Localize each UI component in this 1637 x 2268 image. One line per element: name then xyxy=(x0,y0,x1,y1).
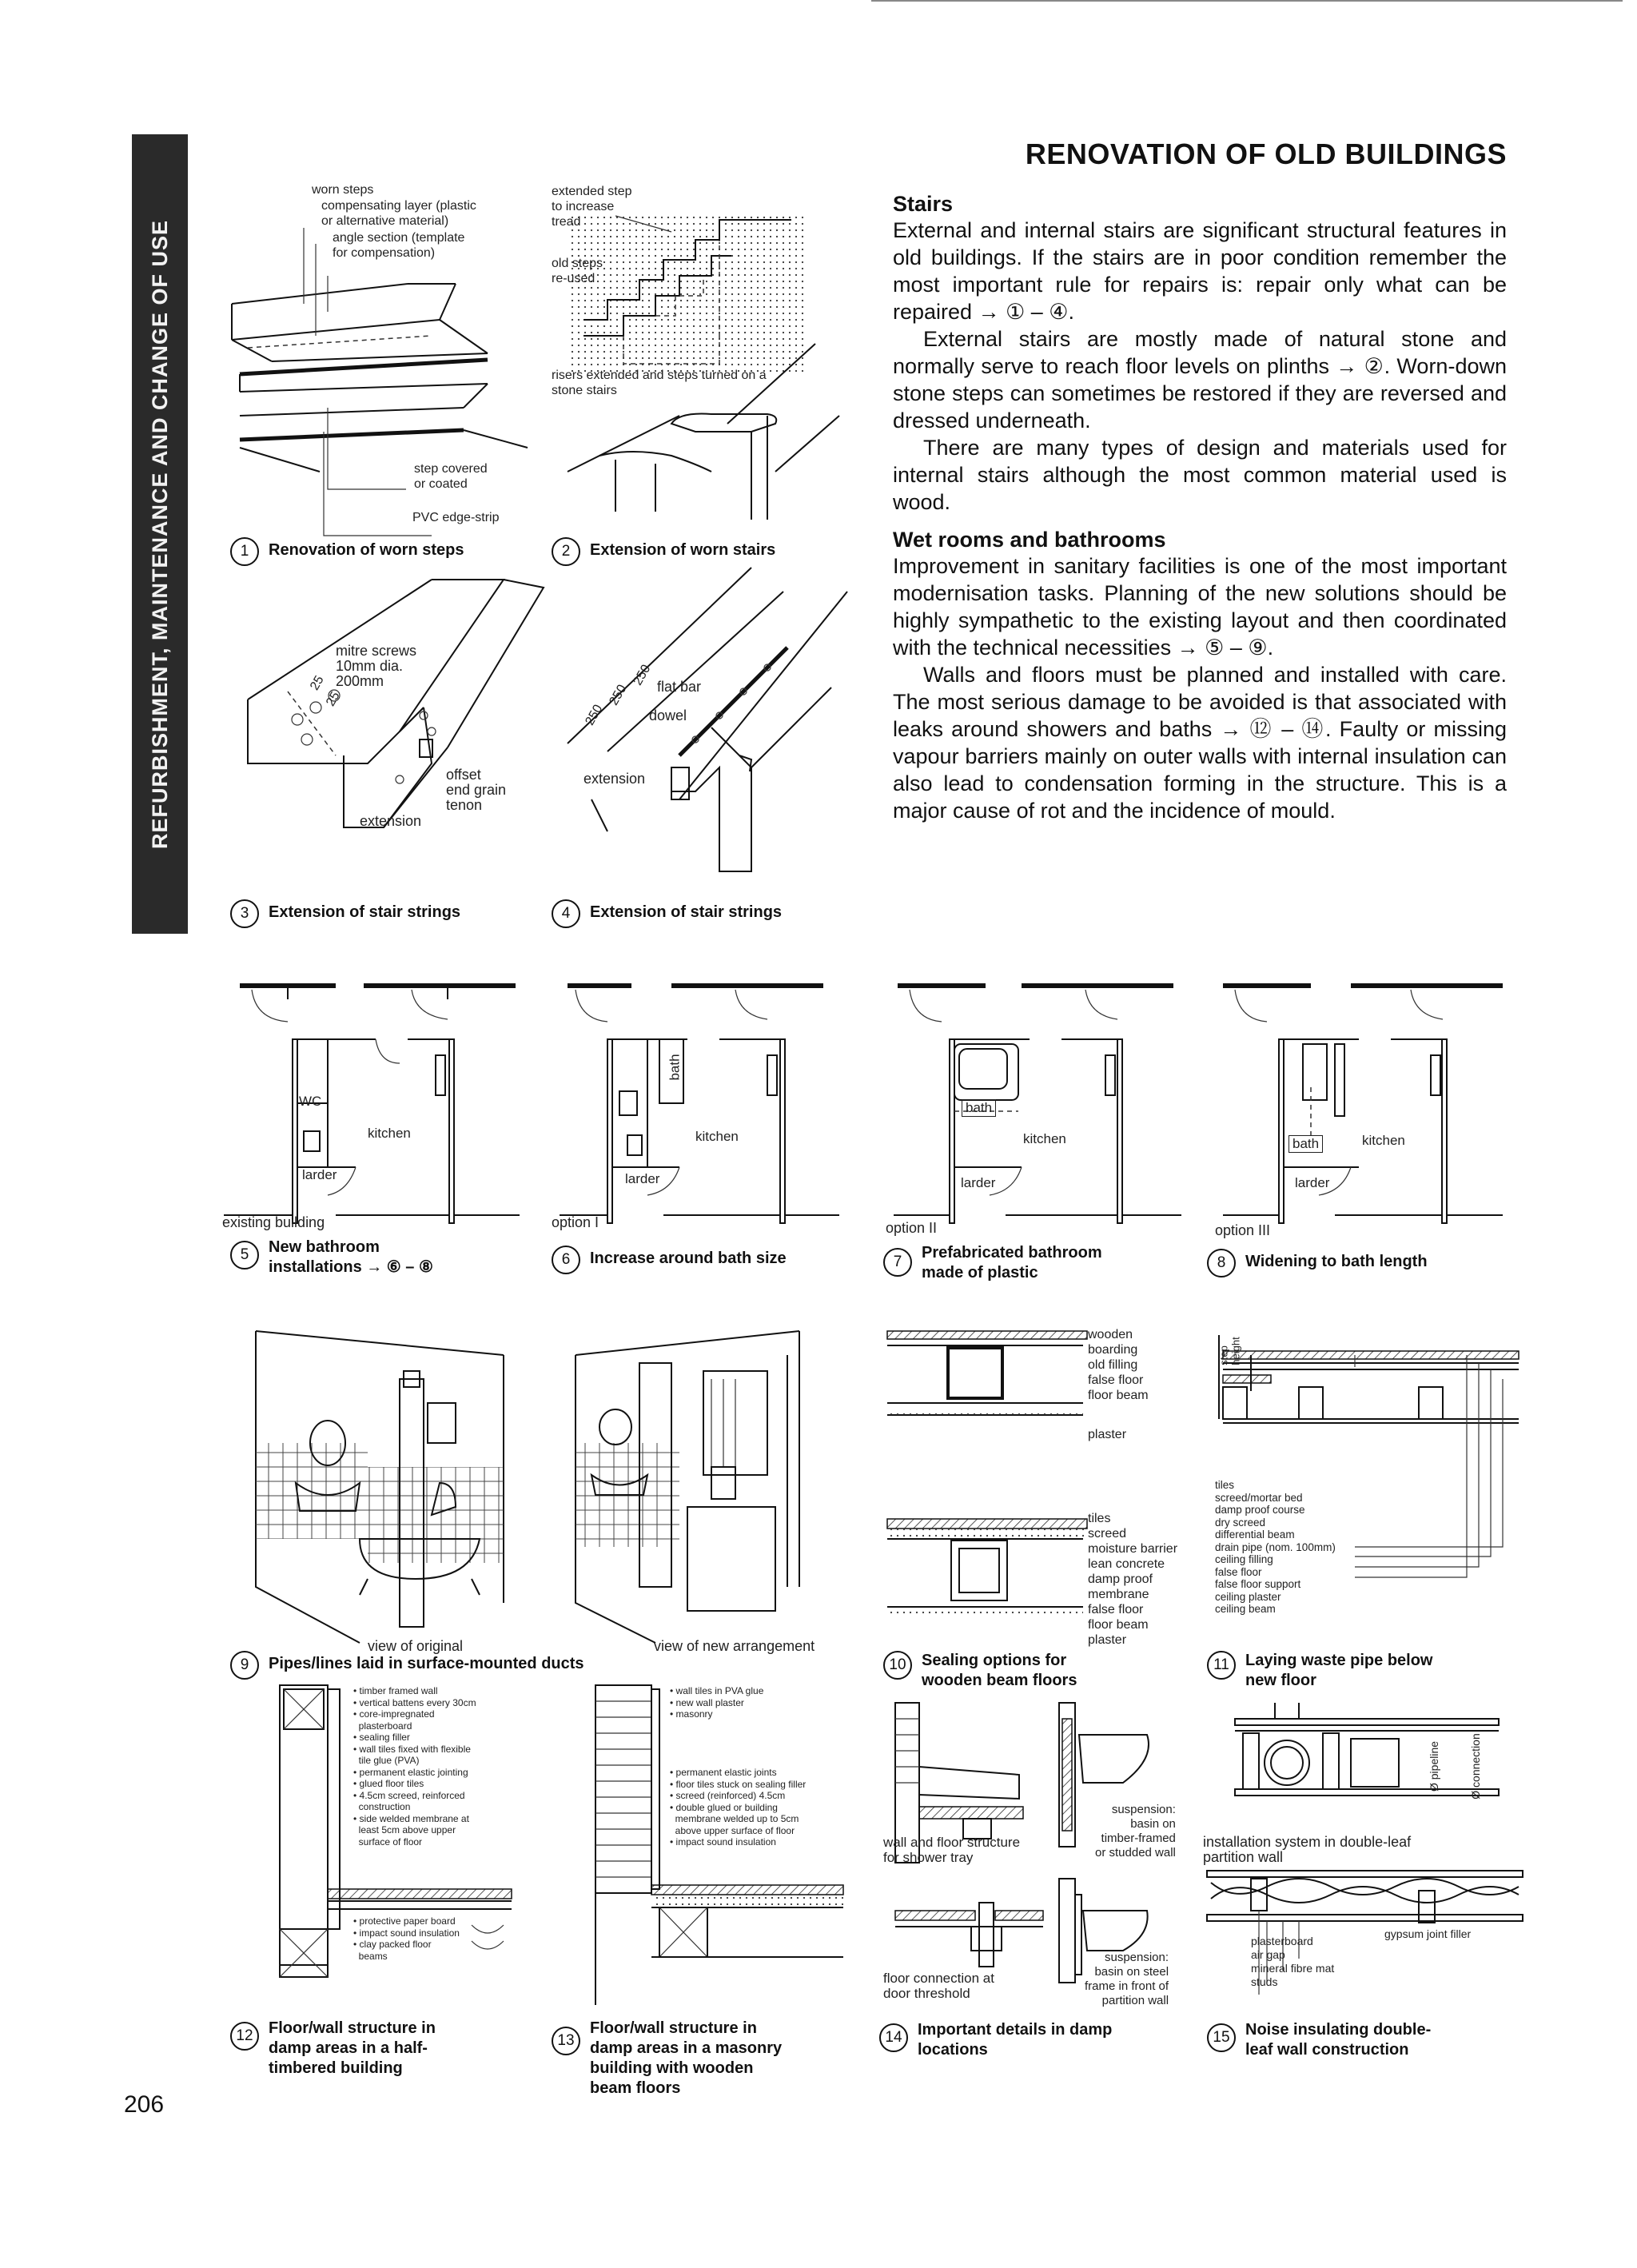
fig5-room-larder: larder xyxy=(302,1167,337,1182)
fig4-label-flat-bar: flat bar xyxy=(657,679,702,695)
figure-6 xyxy=(552,975,863,1239)
figure-1 xyxy=(224,176,536,528)
fig1-label-pvc-edge-strip: PVC edge-strip xyxy=(412,511,500,524)
fig6-room-bath: bath xyxy=(667,1054,683,1081)
page-number: 206 xyxy=(124,2091,165,2118)
figure-1-drawing xyxy=(224,176,536,528)
fig14-label-suspension-steel: suspension: basin on steel frame in front of partition wall xyxy=(1085,1951,1169,2007)
fig7-room-bath: bath xyxy=(962,1099,996,1117)
wet-rooms-paragraph-1: Improvement in sanitary facilities is one of the most important modernisation tasks. Planning of the new solutions should be highly sympathetic to the existing layout and then coordinated with the technical necessities → ⑤ – ⑨. xyxy=(893,554,1507,660)
fig3-label-offset-tenon: offset end grain tenon xyxy=(446,767,507,813)
figure-12-caption-text: Floor/wall structure in damp areas in a half- timbered building xyxy=(269,2019,436,2077)
wet-rooms-paragraph-2: Walls and floors must be planned and installed with care. The most serious damage to be avoided is that associated with leaks around showers and baths → ⑫ – ⑭. Faulty or missing vapour barriers mainly on outer walls with internal insulation can also lead to condensation forming in the structure. This is a major cause of rot and the incidence of mould. xyxy=(893,663,1507,823)
figure-8-drawing xyxy=(1215,975,1527,1239)
figure-11-number: 11 xyxy=(1207,1651,1236,1680)
figure-4-drawing xyxy=(560,560,863,895)
figure-4-caption xyxy=(552,899,863,931)
fig12-label-list: • timber framed wall • vertical battens every 30cm • core-impregnated plasterboard • sealing filler • wall tiles fixed with flexible tile glue (PVA) • permanent elastic jointing • glued floor tiles • 4.5cm screed, reinforced construction • side welded membrane at least 5cm above upper surface of floor xyxy=(353,1685,476,1847)
fig1-label-compensating-layer: compensating layer (plastic or alternative material) xyxy=(321,199,476,228)
fig8-room-larder: larder xyxy=(1295,1175,1330,1190)
chapter-side-tab xyxy=(132,134,188,934)
stairs-section xyxy=(893,192,1507,516)
figure-1-caption-text: Renovation of worn steps xyxy=(269,541,464,559)
figure-2-caption-text: Extension of worn stairs xyxy=(590,541,776,559)
figure-11-caption xyxy=(1207,1651,1527,1699)
figure-13-caption-text: Floor/wall structure in damp areas in a masonry building with wooden beam floors xyxy=(590,2019,783,2097)
fig8-room-kitchen: kitchen xyxy=(1362,1133,1405,1148)
figure-10-caption-text: Sealing options for wooden beam floors xyxy=(922,1652,1077,1689)
fig9-label-new: view of new arrangement xyxy=(654,1638,815,1654)
fig15-label-connection: Ø connection xyxy=(1468,1733,1482,1800)
figure-14 xyxy=(883,1695,1203,2007)
fig15-label-installation-system: installation system in double-leaf partition wall xyxy=(1203,1834,1412,1865)
fig10-label-bottom-layers: tiles screed moisture barrier lean concrete damp proof membrane false floor floor beam plaster xyxy=(1088,1512,1178,1647)
page-title: RENOVATION OF OLD BUILDINGS xyxy=(1025,138,1507,170)
figure-2 xyxy=(552,184,855,528)
figure-13-caption xyxy=(552,2019,855,2107)
figure-12 xyxy=(264,1685,528,2013)
fig6-room-larder: larder xyxy=(625,1171,660,1186)
figure-1-caption xyxy=(230,537,526,569)
figure-2-drawing xyxy=(552,184,855,528)
fig14-label-shower-tray: wall and floor structure for shower tray xyxy=(883,1835,1021,1865)
chapter-side-tab-label: REFURBISHMENT, MAINTENANCE AND CHANGE OF USE xyxy=(148,219,172,849)
figure-10 xyxy=(883,1323,1203,1647)
fig15-label-gypsum: gypsum joint filler xyxy=(1384,1927,1472,1940)
fig13-label-list: • permanent elastic joints • floor tiles stuck on sealing filler • screed (reinforced) 4.5cm • double glued or building membrane welded up to 5cm above upper surface of floor • impact sound insulation xyxy=(670,1767,807,1847)
figure-13-drawing xyxy=(591,1685,855,2013)
fig5-room-wc: WC xyxy=(299,1094,322,1109)
figure-4 xyxy=(560,560,863,895)
figure-10-caption xyxy=(883,1651,1203,1699)
figure-12-number: 12 xyxy=(230,2022,259,2051)
stairs-paragraph-2: External stairs are mostly made of natural stone and normally serve to reach floor levels on plinths → ②. Worn-down stone steps can sometimes be restored if they are reversed and dressed underneath. xyxy=(893,327,1507,432)
figure-10-number: 10 xyxy=(883,1651,912,1680)
figure-5-caption-text: New bathroom installations → ⑥ – ⑧ xyxy=(269,1238,433,1276)
fig13-label-top: • wall tiles in PVA glue • new wall plaster • masonry xyxy=(670,1685,764,1720)
fig10-label-plaster: plaster xyxy=(1088,1428,1127,1441)
figure-5-caption xyxy=(230,1238,534,1285)
fig2-label-risers-extended: risers extended and steps turned on a stone stairs xyxy=(552,369,767,397)
figure-15-caption xyxy=(1207,2020,1527,2068)
fig3-label-mitre-screws: mitre screws 10mm dia. 200mm xyxy=(336,643,417,689)
fig15-label-pipeline: Ø pipeline xyxy=(1428,1740,1441,1792)
figure-7-caption-text: Prefabricated bathroom made of plastic xyxy=(922,1244,1102,1281)
fig1-label-angle-section: angle section (template for compensation) xyxy=(333,231,465,260)
figure-3-caption xyxy=(230,899,534,931)
fig3-dim-25-b: 25 xyxy=(324,689,343,709)
fig2-label-old-steps: old steps re-used xyxy=(552,257,603,285)
figure-3-caption-text: Extension of stair strings xyxy=(269,903,461,921)
figure-1-number: 1 xyxy=(230,537,259,566)
fig4-label-dowel: dowel xyxy=(649,708,687,723)
figure-9-caption xyxy=(230,1651,678,1683)
figure-8-caption-text: Widening to bath length xyxy=(1245,1253,1428,1270)
fig7-room-kitchen: kitchen xyxy=(1023,1131,1066,1146)
fig10-label-top-layers: wooden boarding old filling false floor floor beam xyxy=(1088,1328,1149,1402)
fig3-label-extension: extension xyxy=(360,813,422,829)
stairs-heading: Stairs xyxy=(893,192,954,216)
fig11-label-list: tiles screed/mortar bed damp proof course dry screed differential beam drain pipe (nom. 100mm) ceiling filling false floor false floor support ceiling plaster ceiling beam xyxy=(1215,1479,1336,1615)
figure-7 xyxy=(886,975,1197,1239)
figure-14-caption-text: Important details in damp locations xyxy=(918,2021,1113,2059)
fig5-label-existing-building: existing building xyxy=(222,1214,325,1230)
figure-7-number: 7 xyxy=(883,1248,912,1277)
figure-5 xyxy=(216,975,528,1239)
figure-13 xyxy=(591,1685,855,2013)
figure-9-caption-text: Pipes/lines laid in surface-mounted ducts xyxy=(269,1655,584,1672)
figure-11-caption-text: Laying waste pipe below new floor xyxy=(1245,1652,1433,1689)
figure-7-drawing xyxy=(886,975,1197,1239)
figure-15-number: 15 xyxy=(1207,2023,1236,2052)
figure-8-number: 8 xyxy=(1207,1249,1236,1277)
fig2-label-extended-step: extended step to increase tread xyxy=(552,185,632,229)
fig1-label-worn-steps: worn steps xyxy=(312,183,374,197)
figure-15 xyxy=(1203,1695,1531,2015)
figure-3 xyxy=(240,572,544,883)
figure-6-drawing xyxy=(552,975,863,1239)
fig1-label-step-covered: step covered or coated xyxy=(414,462,488,491)
fig9-label-original: view of original xyxy=(368,1638,464,1654)
wet-rooms-body xyxy=(893,552,1507,824)
figure-6-caption-text: Increase around bath size xyxy=(590,1250,787,1267)
figure-13-number: 13 xyxy=(552,2027,580,2055)
fig6-label-option: option I xyxy=(552,1214,599,1230)
figure-9-number: 9 xyxy=(230,1651,259,1680)
wet-rooms-heading: Wet rooms and bathrooms xyxy=(893,528,1166,552)
figure-9-drawing xyxy=(240,1323,847,1659)
fig6-room-kitchen: kitchen xyxy=(695,1129,739,1144)
fig7-room-larder: larder xyxy=(961,1175,996,1190)
fig4-dim-250-a: 250 xyxy=(583,702,606,728)
stairs-paragraph-3: There are many types of design and materials used for internal stairs although the most common material used is wood. xyxy=(893,436,1507,514)
figure-7-caption xyxy=(883,1243,1195,1291)
figure-3-drawing xyxy=(240,572,544,883)
fig12-label-bottom: • protective paper board • impact sound insulation • clay packed floor beams xyxy=(353,1915,460,1962)
figure-6-number: 6 xyxy=(552,1246,580,1274)
stairs-paragraph-1: External and internal stairs are significant structural features in old buildings. If the stairs are in poor condition remember the most important rule for repairs is: repair only what can be repaired → ① – ④. xyxy=(893,218,1507,324)
fig15-label-layers: plasterboard air gap mineral fibre mat studs xyxy=(1251,1935,1335,1988)
fig11-label-step-height: step height xyxy=(1217,1337,1242,1365)
figure-9 xyxy=(240,1323,847,1659)
figure-5-number: 5 xyxy=(230,1241,259,1270)
fig14-label-suspension-timber: suspension: basin on timber-framed or studded wall xyxy=(1095,1803,1176,1859)
figure-3-number: 3 xyxy=(230,899,259,928)
figure-8 xyxy=(1215,975,1527,1239)
top-rule xyxy=(871,0,1623,2)
figure-8-caption xyxy=(1207,1249,1519,1281)
figure-4-caption-text: Extension of stair strings xyxy=(590,903,783,921)
fig14-label-door-threshold: floor connection at door threshold xyxy=(883,1971,994,2001)
stairs-body xyxy=(893,217,1507,516)
figure-6-caption xyxy=(552,1246,863,1277)
fig4-dim-250-c: 250 xyxy=(631,662,654,688)
fig4-dim-250-b: 250 xyxy=(607,682,630,708)
fig3-dim-25-a: 25 xyxy=(308,673,327,693)
fig8-room-bath: bath xyxy=(1288,1135,1323,1153)
wet-rooms-section xyxy=(893,528,1507,824)
fig8-label-option: option III xyxy=(1215,1222,1271,1238)
figure-12-caption xyxy=(230,2019,518,2083)
figure-14-number: 14 xyxy=(879,2023,908,2052)
fig7-label-option: option II xyxy=(886,1220,938,1236)
fig5-room-kitchen: kitchen xyxy=(368,1126,411,1141)
fig4-label-extension: extension xyxy=(584,771,646,787)
figure-11 xyxy=(1211,1323,1527,1643)
figure-2-number: 2 xyxy=(552,537,580,566)
figure-15-caption-text: Noise insulating double- leaf wall construction xyxy=(1245,2021,1432,2059)
figure-5-drawing xyxy=(216,975,528,1239)
figure-14-caption xyxy=(879,2020,1199,2068)
figure-4-number: 4 xyxy=(552,899,580,928)
